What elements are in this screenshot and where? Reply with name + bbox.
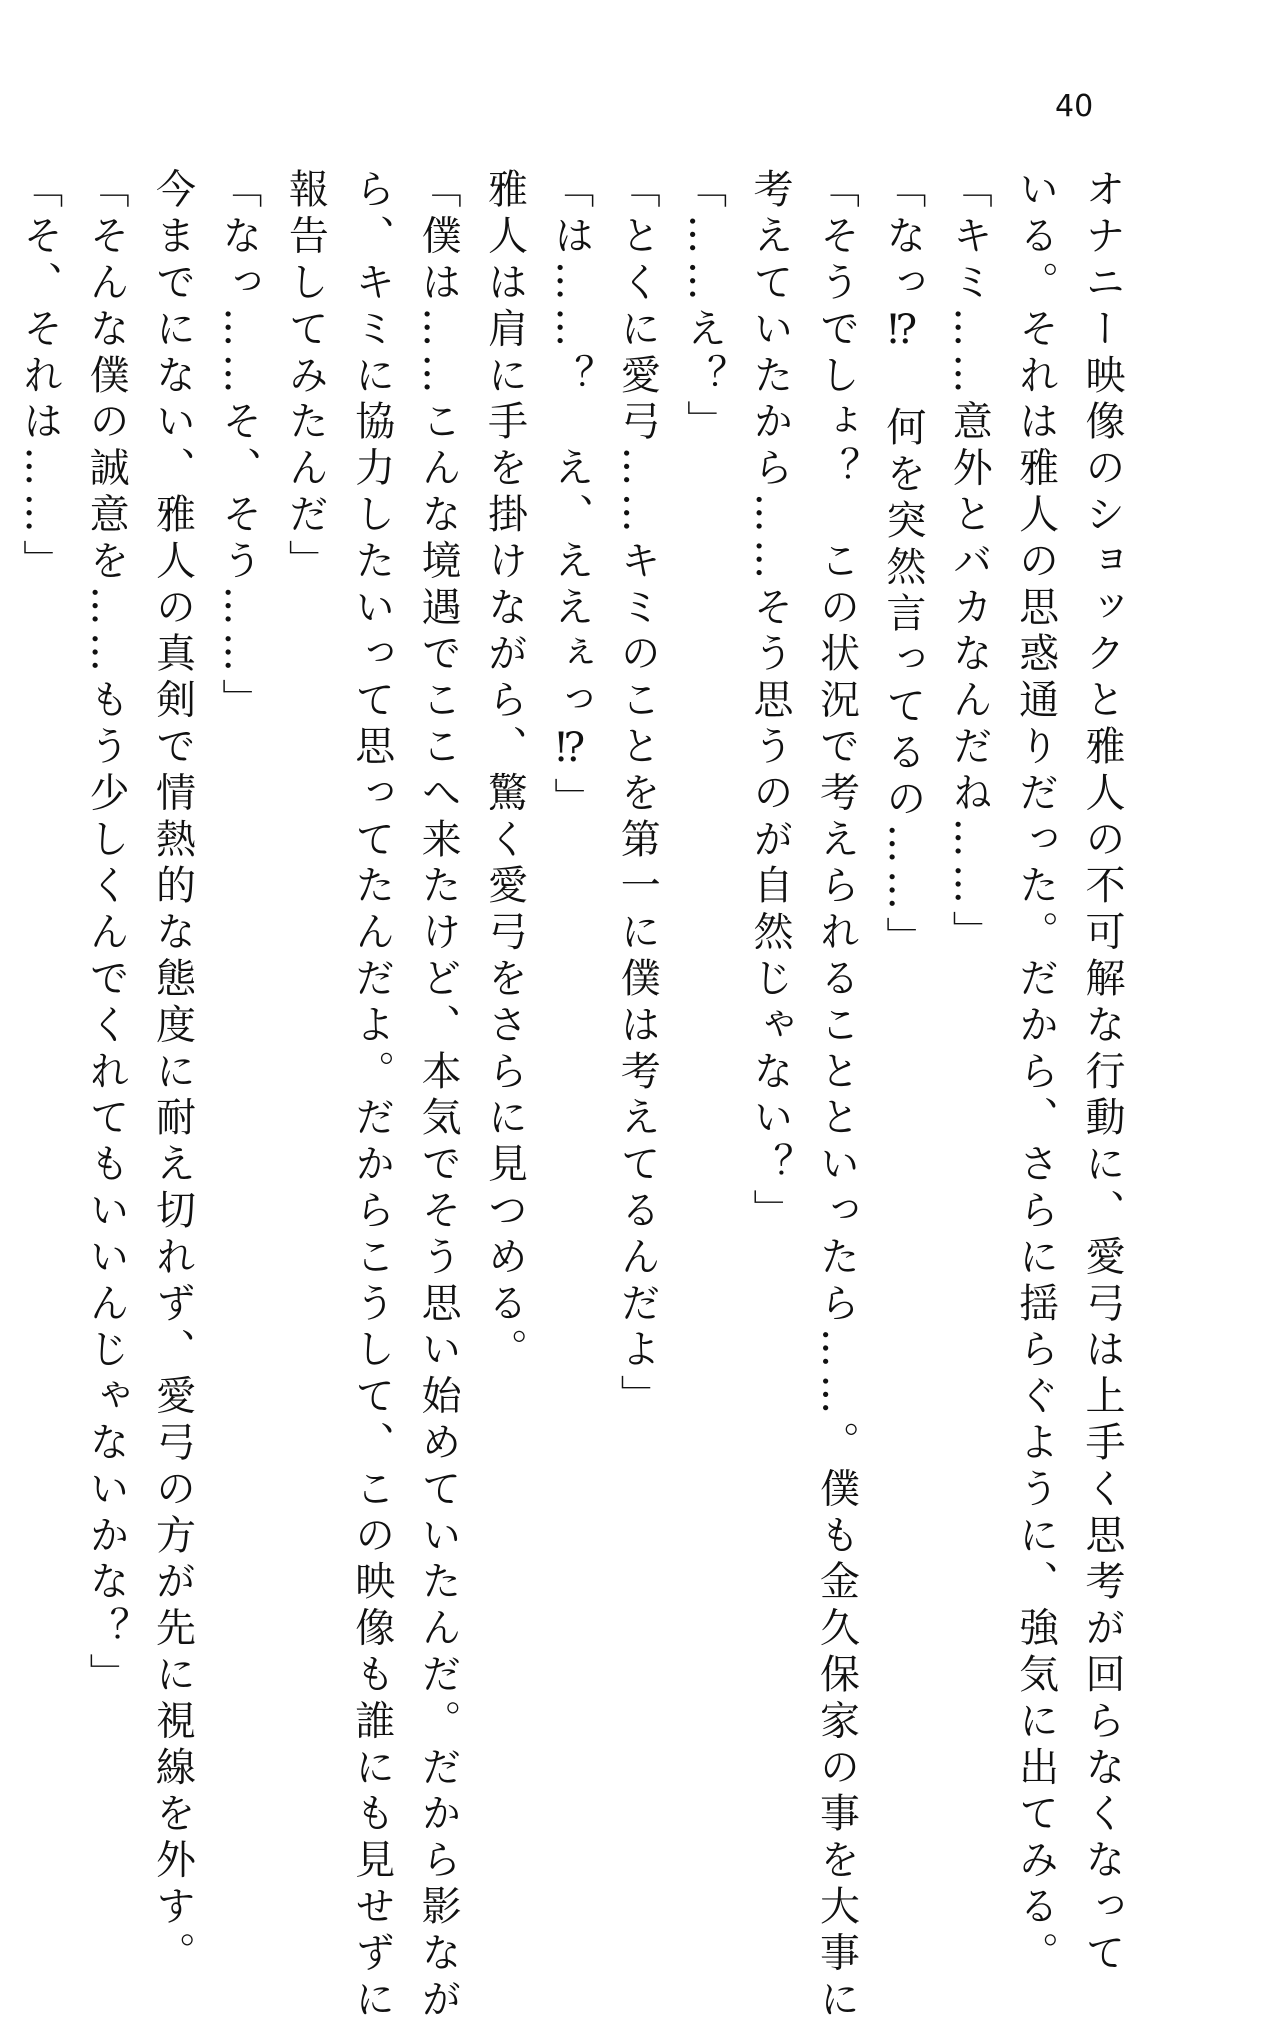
text-column: オナニー映像のショックと雅人の不可解な行動に、愛弓は上手く思考が回らなくなって xyxy=(1079,168,1125,1978)
text-column: いる。それは雅人の思惑通りだった。だから、さらに揺らぐように、強気に出てみる。 xyxy=(1012,168,1059,1978)
text-column: 今までにない、雅人の真剣で情熱的な態度に耐え切れず、愛弓の方が先に視線を外す。 xyxy=(149,168,196,1978)
text-column: 「は……？ え、ええぇっ⁉」 xyxy=(547,168,594,824)
text-column: ら、キミに協力したいって思ってたんだよ。だからこうして、この映像も誰にも見せずに xyxy=(348,168,395,2024)
text-column: 「……え？」 xyxy=(680,168,727,447)
text-column: 「そうでしょ？ この状況で考えられることといったら……。僕も金久保家の事を大事に xyxy=(813,168,860,2024)
text-column: 「僕は……こんな境遇でここへ来たけど、本気でそう思い始めていたんだ。だから影なが xyxy=(415,168,462,2024)
text-column: 「そ、それは……」 xyxy=(16,168,63,586)
text-column: 「なっ……そ、そう……」 xyxy=(215,168,262,725)
page-number: 40 xyxy=(1055,89,1094,124)
text-column: 雅人は肩に手を掛けながら、驚く愛弓をさらに見つめる。 xyxy=(481,168,528,1375)
text-column: 「そんな僕の誠意を……もう少しくんでくれてもいいんじゃないかな？」 xyxy=(83,168,130,1700)
body-text xyxy=(16,168,1135,2024)
text-column: 「とくに愛弓……キミのことを第一に僕は考えてるんだよ」 xyxy=(614,168,661,1421)
text-column: 考えていたから……そう思うのが自然じゃない？」 xyxy=(747,168,794,1236)
text-column: 「キミ……意外とバカなんだね……」 xyxy=(946,168,993,957)
text-column: 「なっ⁉ 何を突然言ってるの……」 xyxy=(879,168,926,963)
text-column: 報告してみたんだ」 xyxy=(282,168,329,586)
